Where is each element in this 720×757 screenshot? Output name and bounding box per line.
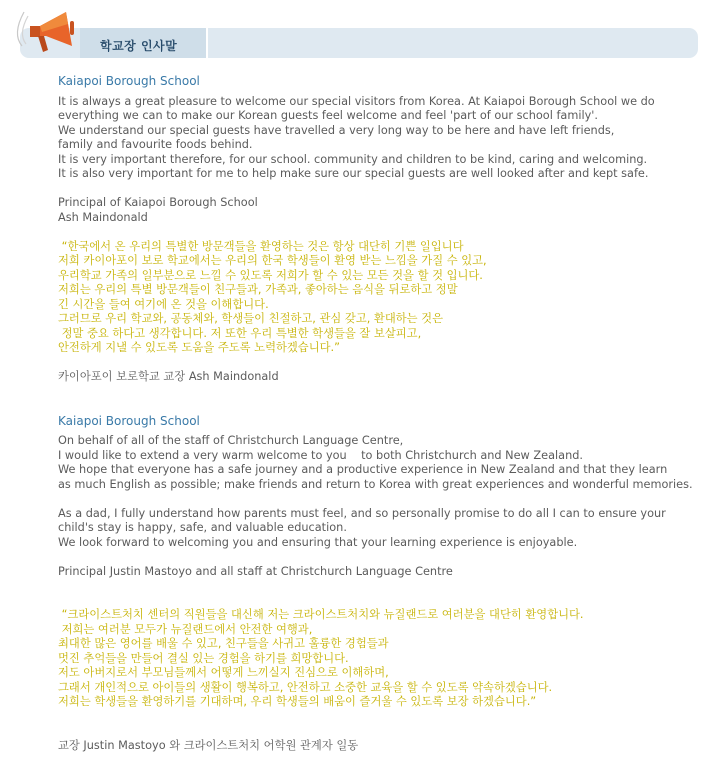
signature-line: Principal of Kaiapoi Borough School: [58, 196, 258, 209]
text-line: As a dad, I fully understand how parents must feel, and so personally promise to do all I can to ensure your: [58, 506, 666, 520]
korean-message: [58, 608, 708, 710]
text-line: It is also very important for me to help make sure our special guests are well looked after and kept safe.: [58, 167, 649, 180]
text-line: child's stay is happy, safe, and valuable education.: [58, 521, 347, 534]
korean-message: [58, 240, 708, 356]
korean-line: 정말 중요 하다고 생각합니다. 저 또한 우리 특별한 학생들을 잘 보살피고,: [58, 326, 422, 340]
korean-line: 저희는 우리의 특별 방문객들이 친구들과, 가족과, 좋아하는 음식을 뒤로하고 정말: [58, 283, 458, 296]
korean-line: 그러므로 우리 학교와, 공동체와, 학생들이 친절하고, 관심 갖고, 환대하는 것은: [58, 312, 443, 325]
korean-line: 긴 시간을 들여 여기에 온 것을 이해합니다.: [58, 297, 269, 311]
main-content: [58, 74, 708, 753]
korean-line: 우리학교 가족의 일부분으로 느낄 수 있도록 저희가 할 수 있는 모든 것을 할 것 입니다.: [58, 268, 483, 282]
english-message: [58, 507, 708, 551]
school-name: Kaiapoi Borough School: [58, 74, 200, 88]
text-line: everything we can to make our Korean guests feel welcome and feel 'part of our school family'.: [58, 109, 599, 122]
text-line: family and favourite foods behind.: [58, 138, 253, 151]
korean-line: 저희는 여러분 모두가 뉴질랜드에서 안전한 여행과,: [58, 622, 313, 636]
text-line: I would like to extend a very warm welcome to you to both Christchurch and New Zealand.: [58, 448, 583, 462]
korean-line: 저희는 학생들을 환영하기를 기대하며, 우리 학생들의 배움이 즐거울 수 있도록 보장 하겠습니다.”: [58, 695, 537, 708]
text-line: as much English as possible; make friends and return to Korea with great experiences and wonderful memories.: [58, 477, 693, 491]
page-title: 학교장 인사말: [100, 39, 178, 53]
text-line: It is always a great pleasure to welcome our special visitors from Korea. At Kaiapoi Borough School we do: [58, 94, 655, 108]
signature-line: Ash Maindonald: [58, 210, 148, 224]
text-line: We look forward to welcoming you and ensuring that your learning experience is enjoyable.: [58, 535, 578, 549]
korean-line: 안전하게 지낼 수 있도록 도움을 주도록 노력하겠습니다.”: [58, 341, 340, 354]
korean-signature: 카이아포이 보로학교 교장 Ash Maindonald: [58, 370, 279, 383]
korean-line: 저도 아버지로서 부모님들께서 어떻게 느끼실지 진심으로 이해하며,: [58, 666, 389, 679]
english-message: [58, 434, 708, 492]
text-line: It is very important therefore, for our school. community and children to be kind, caring and welcoming.: [58, 152, 648, 166]
english-signature: Principal Justin Mastoyo and all staff at Christchurch Language Centre: [58, 564, 453, 578]
megaphone-icon: [10, 6, 84, 64]
text-line: On behalf of all of the staff of Christchurch Language Centre,: [58, 434, 404, 447]
korean-line: “크라이스트처치 센터의 직원들을 대신해 저는 크라이스트처치와 뉴질랜드로 여러분을 대단히 환영합니다.: [58, 608, 584, 621]
text-line: We hope that everyone has a safe journey and a productive experience in New Zealand and that they learn: [58, 463, 668, 476]
korean-line: “한국에서 온 우리의 특별한 방문객들을 환영하는 것은 항상 대단히 기쁜 일입니다: [58, 239, 464, 253]
korean-line: 최대한 많은 영어를 배울 수 있고, 친구들을 사귀고 훌륭한 경험들과: [58, 637, 389, 650]
korean-line: 저희 카이아포이 보로 학교에서는 우리의 한국 학생들이 환영 받는 느낌을 가질 수 있고,: [58, 254, 487, 267]
korean-line: 멋진 추억들을 만들어 결실 있는 경험을 하기를 희망합니다.: [58, 651, 349, 665]
korean-signature: 교장 Justin Mastoyo 와 크라이스트처치 어학원 관계자 일동: [58, 738, 359, 752]
korean-line: 그래서 개인적으로 아이들의 생활이 행복하고, 안전하고 소중한 교육을 할 수 있도록 약속하겠습니다.: [58, 680, 553, 694]
english-signature: [58, 196, 708, 225]
english-message: [58, 95, 708, 182]
text-line: We understand our special guests have travelled a very long way to be here and have left friends,: [58, 123, 615, 137]
school-name: Kaiapoi Borough School: [58, 413, 200, 428]
